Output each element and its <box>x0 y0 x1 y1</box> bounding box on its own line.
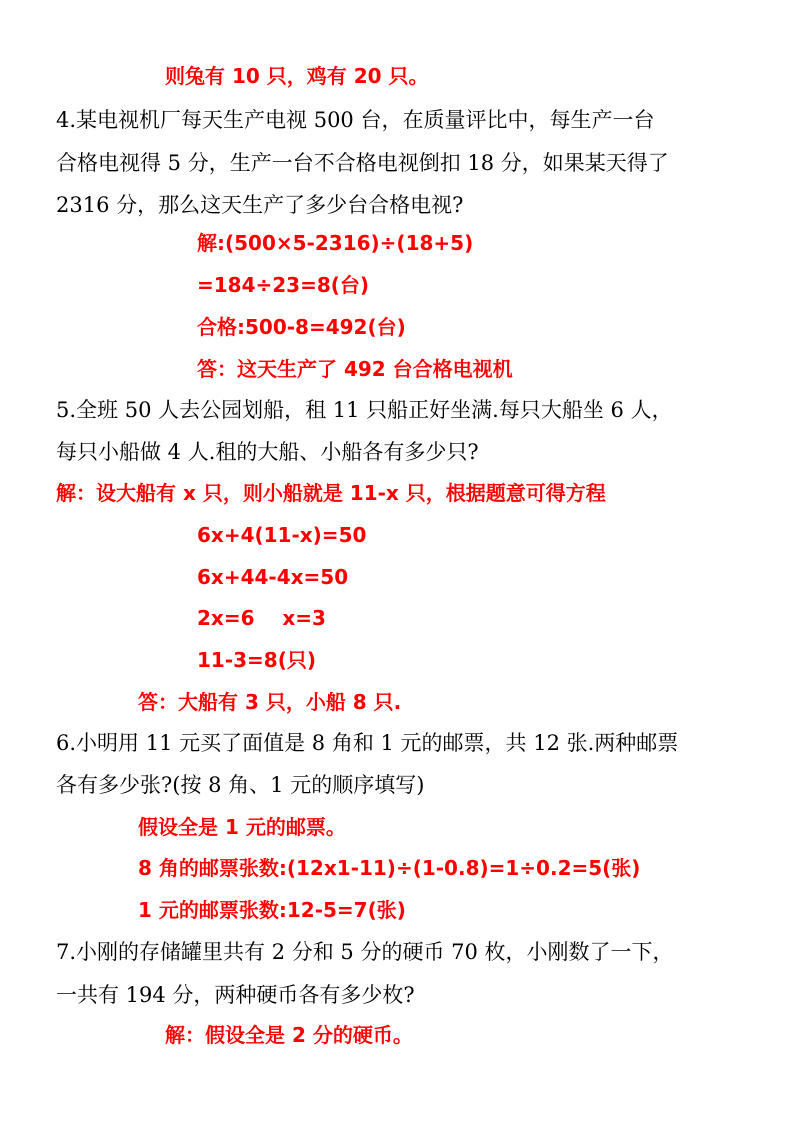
q4-solution-line-3: 合格:500-8=492(台) <box>197 315 406 339</box>
q5-solution-line-3: 6x+44-4x=50 <box>197 565 349 589</box>
q4-solution-line-2: =184÷23=8(台) <box>197 273 370 297</box>
q6-text-line-2: 各有多少张?(按 8 角、1 元的顺序填写) <box>56 773 425 797</box>
q5-text-line-1: 5.全班 50 人去公园划船，租 11 只船正好坐满.每只大船坐 6 人， <box>56 398 673 422</box>
q7-text-line-1: 7.小刚的存储罐里共有 2 分和 5 分的硬币 70 枚，小刚数了一下， <box>56 940 674 964</box>
q5-answer: 答：大船有 3 只，小船 8 只. <box>138 690 402 714</box>
q7-text-line-2: 一共有 194 分，两种硬币各有多少枚? <box>56 983 415 1007</box>
q4-solution-line-1: 解:(500×5-2316)÷(18+5) <box>197 231 474 255</box>
q6-text-line-1: 6.小明用 11 元买了面值是 8 角和 1 元的邮票，共 12 张.两种邮票 <box>56 731 679 755</box>
q6-solution-line-2: 8 角的邮票张数:(12x1-11)÷(1-0.8)=1÷0.2=5(张) <box>138 856 641 880</box>
q4-text-line-3: 2316 分，那么这天生产了多少台合格电视? <box>56 193 464 217</box>
q3-answer: 则兔有 10 只，鸡有 20 只。 <box>165 64 429 88</box>
q4-answer: 答：这天生产了 492 台合格电视机 <box>197 357 513 381</box>
q5-solution-line-5: 11-3=8(只) <box>197 648 317 672</box>
q5-text-line-2: 每只小船做 4 人.租的大船、小船各有多少只? <box>56 440 479 464</box>
q4-text-line-1: 4.某电视机厂每天生产电视 500 台，在质量评比中，每生产一台 <box>56 108 655 132</box>
q4-text-line-2: 合格电视得 5 分，生产一台不合格电视倒扣 18 分，如果某天得了 <box>56 151 669 175</box>
q6-solution-line-3: 1 元的邮票张数:12-5=7(张) <box>138 898 406 922</box>
q5-solution-line-1: 解：设大船有 x 只，则小船就是 11-x 只，根据题意可得方程 <box>56 481 606 505</box>
q7-solution-line-1: 解：假设全是 2 分的硬币。 <box>165 1023 413 1047</box>
q6-solution-line-1: 假设全是 1 元的邮票。 <box>138 815 346 839</box>
q5-solution-line-4: 2x=6 x=3 <box>197 606 326 630</box>
q5-solution-line-2: 6x+4(11-x)=50 <box>197 523 367 547</box>
